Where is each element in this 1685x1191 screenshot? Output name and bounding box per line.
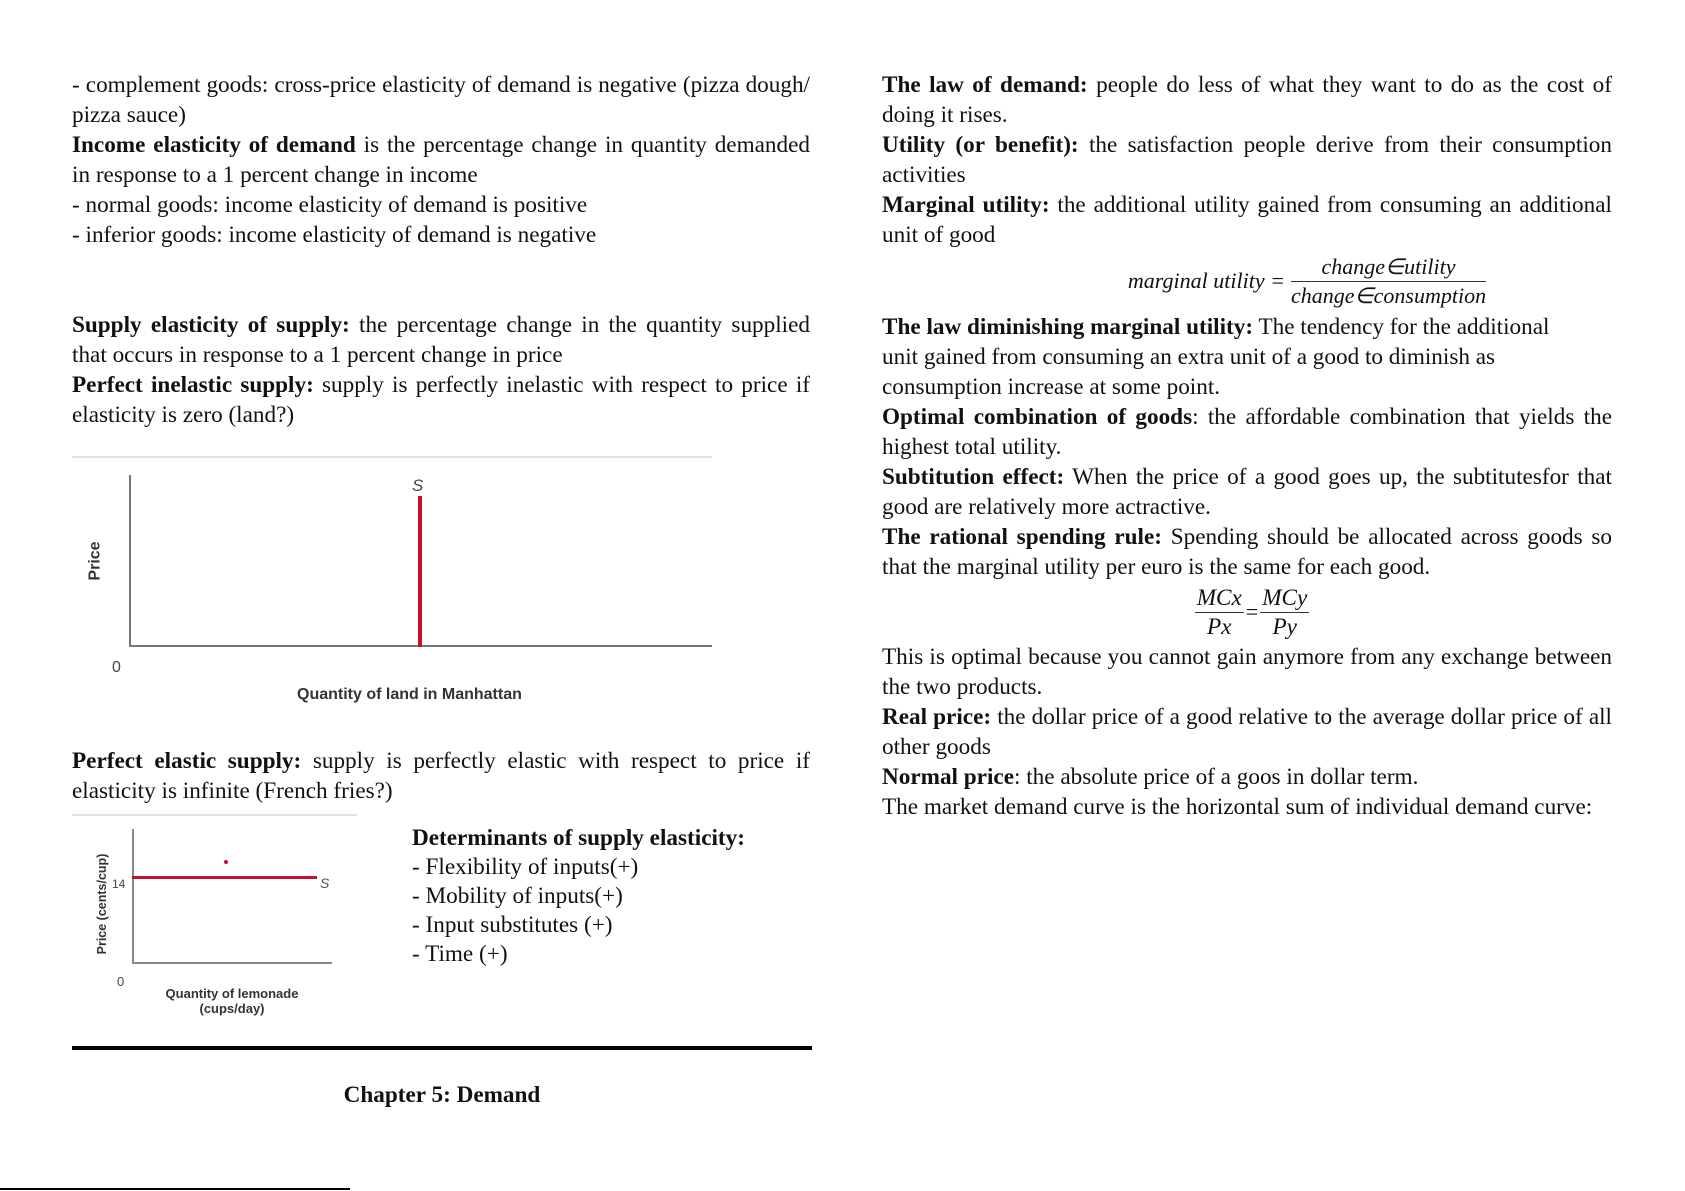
right-denominator: Py (1272, 613, 1297, 640)
chart-top-divider (72, 814, 357, 816)
diminishing-utility-definition: The tendency for the additional unit gained from consuming an extra unit of a good to diminish as consumption increase at some point. (882, 314, 1550, 400)
formula-fraction (1291, 253, 1486, 310)
x-axis-label (152, 986, 312, 1016)
rational-spending-formula (892, 582, 1612, 642)
real-price-paragraph (882, 702, 1612, 762)
income-elasticity-term: Income elasticity of demand (72, 132, 356, 158)
market-demand-text: The market demand curve is the horizontal sum of individual demand curve: (882, 794, 1593, 820)
perfectly-elastic-supply-chart (72, 814, 357, 1014)
horizontal-supply-curve (132, 876, 317, 879)
law-of-demand-paragraph (882, 70, 1612, 130)
section-divider (72, 1046, 812, 1050)
marginal-utility-paragraph (882, 190, 1612, 250)
y-axis-label: Price (cents/cup) (95, 853, 109, 955)
marginal-utility-formula (1002, 250, 1612, 312)
real-price-definition: the dollar price of a good relative to the average dollar price of all other goods (882, 704, 1612, 760)
inferior-goods-text: - inferior goods: income elasticity of demand is negative (72, 222, 597, 248)
x-axis-label: Quantity of land in Manhattan (297, 686, 522, 703)
left-denominator: Px (1207, 613, 1232, 640)
origin-label: 0 (112, 659, 121, 676)
substitution-effect-paragraph (882, 462, 1612, 522)
substitution-effect-definition: When the price of a good goes up, the subtitutesfor that good are relatively more actractive. (882, 464, 1612, 520)
marginal-utility-definition: the additional utility gained from consuming an additional unit of good (882, 192, 1612, 248)
perfectly-inelastic-supply-chart (72, 456, 712, 746)
chapter-heading: Chapter 5: Demand (343, 1082, 541, 1108)
perfect-elastic-definition: supply is perfectly elastic with respect to price if elasticity is infinite (French fries?) (72, 748, 810, 804)
origin-label: 0 (117, 974, 125, 989)
page-footer-rule (0, 1188, 350, 1190)
perfect-inelastic-paragraph (72, 370, 810, 430)
rational-spending-term: The rational spending rule: (882, 524, 1162, 550)
supply-elasticity-definition: the percentage change in the quantity supplied that occurs in response to a 1 percent change in price (72, 312, 810, 368)
x-axis (132, 962, 332, 964)
real-price-term: Real price: (882, 704, 992, 730)
formula-numerator: change∈utility (1291, 253, 1486, 282)
determinants-title: Determinants of supply elasticity: (412, 825, 745, 851)
formula-lhs: marginal utility = (1127, 268, 1285, 293)
left-column (72, 70, 810, 1110)
perfect-elastic-term: Perfect elastic supply: (72, 748, 302, 774)
y-axis (129, 475, 131, 647)
substitution-effect-term: Subtitution effect: (882, 464, 1065, 490)
optimal-reason-text: This is optimal because you cannot gain anymore from any exchange between the two products. (882, 644, 1612, 700)
supply-elasticity-paragraph (72, 310, 810, 370)
determinant-item: - Mobility of inputs(+) (412, 883, 623, 909)
law-of-demand-term: The law of demand: (882, 72, 1088, 98)
law-of-demand-definition: people do less of what they want to do as the cost of doing it rises. (882, 72, 1612, 128)
spacer (72, 250, 810, 310)
normal-price-definition: : the absolute price of a goos in dollar term. (1014, 764, 1419, 790)
determinant-item: - Flexibility of inputs(+) (412, 854, 639, 880)
optimal-combination-term: Optimal combination of goods (882, 404, 1193, 430)
rational-spending-paragraph (882, 522, 1612, 582)
perfect-inelastic-term: Perfect inelastic supply: (72, 372, 314, 398)
x-axis-label-line1: Quantity of lemonade (165, 986, 299, 1001)
left-numerator: MCx (1196, 584, 1242, 611)
supply-elasticity-determinants (412, 824, 812, 969)
normal-price-paragraph (882, 762, 1612, 792)
normal-price-term: Normal price (882, 764, 1014, 790)
perfect-elastic-paragraph (72, 746, 810, 806)
diminishing-utility-term: The law diminishing marginal utility: (882, 314, 1254, 340)
complement-goods-text: - complement goods: cross-price elasticity of demand is negative (pizza dough/ pizza sauce) (72, 72, 810, 128)
supply-curve-label: S (412, 476, 424, 495)
optimal-combination-definition: : the affordable combination that yields the highest total utility. (882, 404, 1612, 460)
y-axis-label: Price (86, 541, 104, 581)
right-fraction (1260, 584, 1309, 641)
income-elasticity-definition: is the percentage change in quantity demanded in response to a 1 percent change in income (72, 132, 810, 188)
right-numerator: MCy (1262, 584, 1308, 611)
elastic-chart-and-determinants (72, 814, 810, 1046)
supply-elasticity-term: Supply elasticity of supply: (72, 312, 350, 338)
equals-sign: = (1245, 599, 1259, 624)
utility-paragraph (882, 130, 1612, 190)
utility-term: Utility (or benefit): (882, 132, 1079, 158)
y-axis (132, 829, 134, 964)
optimal-combination-paragraph (882, 402, 1612, 462)
x-axis-label-line2: (cups/day) (199, 1001, 265, 1016)
vertical-supply-curve (418, 496, 422, 647)
determinant-item: - Time (+) (412, 941, 508, 967)
diminishing-utility-paragraph (882, 312, 1582, 402)
chart-top-divider (72, 456, 712, 458)
red-dot-marker (224, 860, 228, 864)
marginal-utility-term: Marginal utility: (882, 192, 1050, 218)
utility-definition: the satisfaction people derive from their consumption activities (882, 132, 1612, 188)
income-elasticity-paragraph (72, 130, 810, 190)
formula-denominator: change∈consumption (1290, 282, 1487, 308)
normal-goods-text: - normal goods: income elasticity of demand is positive (72, 192, 588, 218)
left-fraction (1195, 584, 1244, 641)
determinant-item: - Input substitutes (+) (412, 912, 613, 938)
rational-spending-definition: Spending should be allocated across goods so that the marginal utility per euro is the same for each good. (882, 524, 1613, 580)
right-column (882, 70, 1612, 822)
supply-curve-label: S (320, 875, 330, 891)
y-tick-14: 14 (112, 877, 126, 891)
perfect-inelastic-definition: supply is perfectly inelastic with respect to price if elasticity is zero (land?) (72, 372, 810, 428)
